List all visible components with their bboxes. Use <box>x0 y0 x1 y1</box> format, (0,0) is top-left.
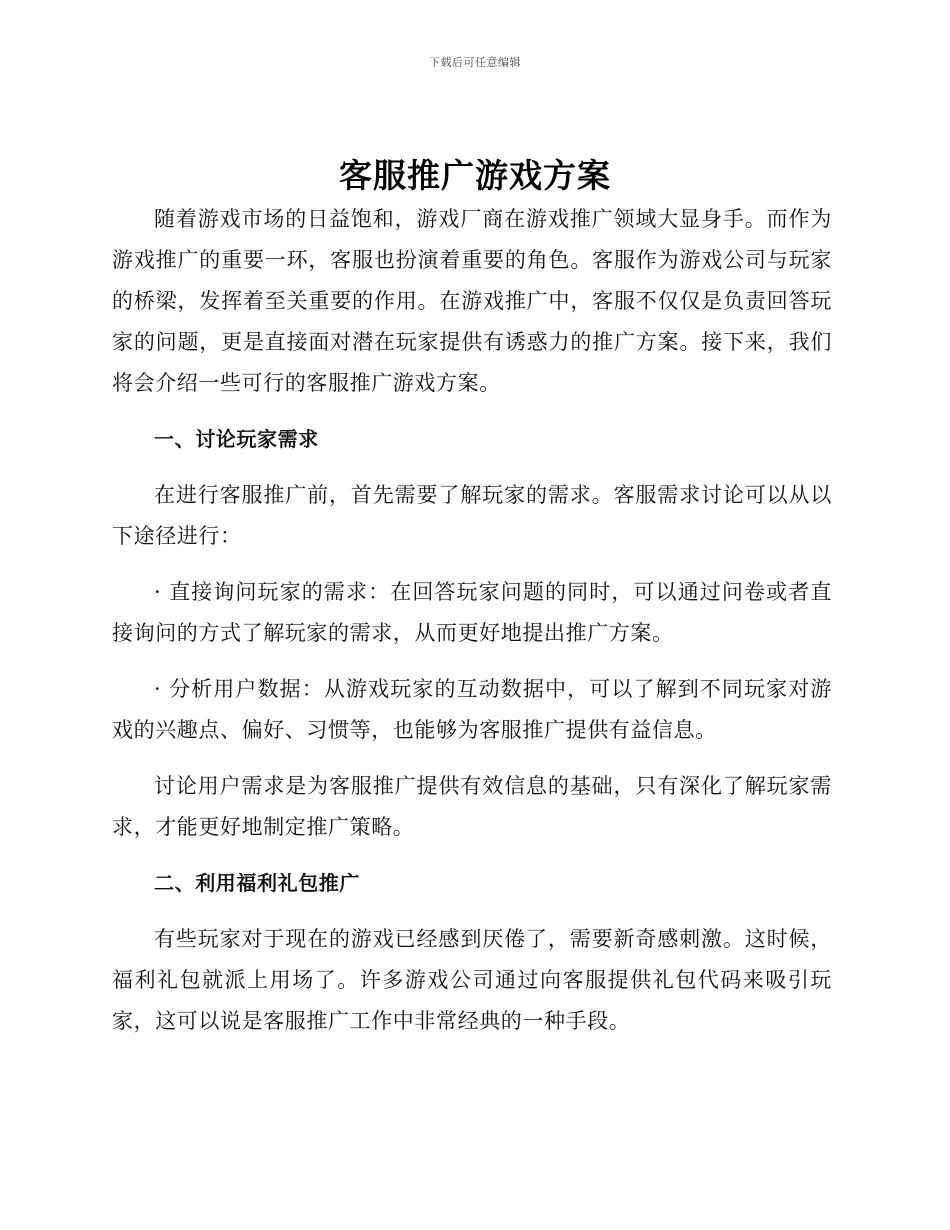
header-note: 下载后可任意编辑 <box>429 56 521 69</box>
section-1-paragraph-1: 在进行客服推广前，首先需要了解玩家的需求。客服需求讨论可以从以下途径进行： <box>112 483 832 548</box>
section-1-bullet-1: · 直接询问玩家的需求：在回答玩家问题的同时，可以通过问卷或者直接询问的方式了解玩家的需求，从而更好地提出推广方案。 <box>112 580 832 645</box>
intro-paragraph: 随着游戏市场的日益饱和，游戏厂商在游戏推广领域大显身手。而作为游戏推广的重要一环，客服也扮演着重要的角色。客服作为游戏公司与玩家的桥梁，发挥着至关重要的作用。在游戏推广中，客服不仅仅是负责回答玩家的问题，更是直接面对潜在玩家提供有诱惑力的推广方案。接下来，我们将会介绍一些可行的客服推广游戏方案。 <box>112 207 832 395</box>
section-heading-2: 二、利用福利礼包推广 <box>154 871 360 895</box>
section-1-paragraph-2: 讨论用户需求是为客服推广提供有效信息的基础，只有深化了解玩家需求，才能更好地制定推广策略。 <box>112 774 832 839</box>
document-title: 客服推广游戏方案 <box>339 156 611 195</box>
section-1-bullet-2: · 分析用户数据：从游戏玩家的互动数据中，可以了解到不同玩家对游戏的兴趣点、偏好、习惯等，也能够为客服推广提供有益信息。 <box>112 677 832 742</box>
section-2-paragraph-1: 有些玩家对于现在的游戏已经感到厌倦了，需要新奇感刺激。这时候，福利礼包就派上用场了。许多游戏公司通过向客服提供礼包代码来吸引玩家，这可以说是客服推广工作中非常经典的一种手段。 <box>112 927 832 1033</box>
section-heading-1: 一、讨论玩家需求 <box>154 427 319 451</box>
document-body <box>112 199 832 1042</box>
